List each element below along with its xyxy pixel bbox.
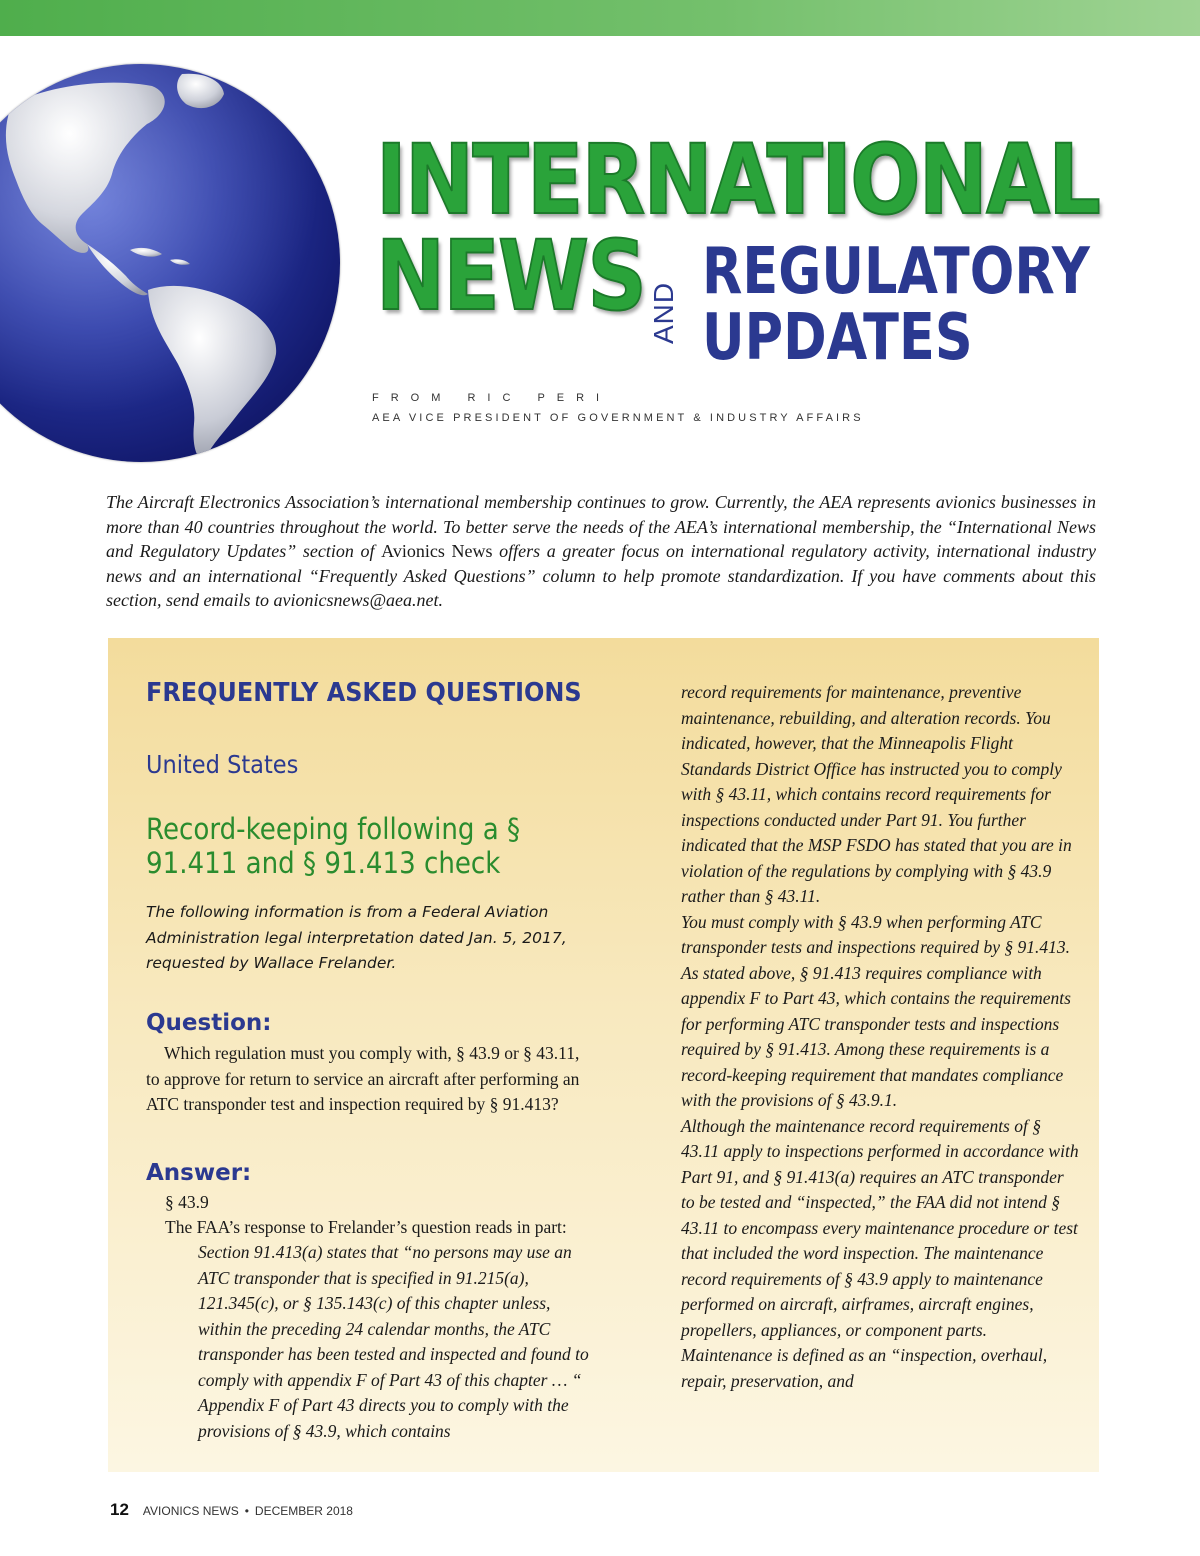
answer-paragraph-2: You must comply with § 43.9 when performing ATC transponder tests and inspections required by § 91.413. As stated above, § 91.413 requires compliance with appendix F to Part 43, which contains the requirements for performing ATC transponder tests and inspections required by § 91.413. Among these requirements is a record-keeping requirement that mandates compliance with the provisions of § 43.9.1. [681, 911, 1071, 1110]
globe-illustration [0, 64, 340, 462]
byline-role: AEA VICE PRESIDENT OF GOVERNMENT & INDUSTRY AFFAIRS [372, 412, 864, 424]
footer-publication: AVIONICS NEWS [142, 1504, 239, 1518]
faq-country: United States [146, 750, 299, 779]
answer-quote: Section 91.413(a) states that “no persons may use an ATC transponder that is specified in 91.215(a), 121.345(c), or § 135.143(c) of this chapter unless, within the preceding 24 calendar months, the ATC transponder has been tested and inspected and found to comply with appendix F of Part 43 of this chapter … “ Appendix F of Part 43 directs you to comply with the provisions of § 43.9, which contains [198, 1242, 589, 1441]
title-news: NEWS [376, 220, 646, 332]
footer-bullet: • [244, 1504, 249, 1518]
answer-reference: § 43.9 [165, 1192, 209, 1212]
faq-heading: FREQUENTLY ASKED QUESTIONS [146, 678, 582, 708]
top-color-bar [0, 0, 1200, 36]
question-text: Which regulation must you comply with, § 43.9 or § 43.11, to approve for return to service an aircraft after performing an ATC transponder test and inspection required by § 91.413? [146, 1043, 580, 1114]
title-international: INTERNATIONAL [376, 124, 1100, 236]
title-updates: UPDATES [702, 301, 973, 375]
title-and: AND [648, 281, 679, 344]
answer-paragraph-3: Although the maintenance record requirements of § 43.11 apply to inspections performed in accordance with Part 91, and § 91.413(a) requires an ATC transponder to be tested and “inspected,” the FAA did not intend § 43.11 to encompass every maintenance procedure or test that included the word inspection. The maintenance record requirements of § 43.9 apply to maintenance performed on aircraft, airframes, aircraft engines, propellers, appliances, or component parts. Maintenance is defined as an “inspection, overhaul, repair, preservation, and [681, 1115, 1079, 1391]
answer-continued-column [681, 680, 1081, 1394]
title-regulatory: REGULATORY [702, 235, 1090, 309]
faq-source-note: The following information is from a Federal Aviation Administration legal interpretation dated Jan. 5, 2017, requested by Wallace Frelander. [146, 903, 567, 972]
question-label: Question: [146, 1010, 272, 1036]
intro-text-2: offers a greater focus on international regulatory activity, international industry news and an international “Frequently Asked Questions” column to help promote standardization. If you have comments about this section, send emails to avionicsnews@aea.net. [106, 541, 1096, 610]
footer-issue: DECEMBER 2018 [254, 1504, 353, 1518]
page-footer [110, 1500, 353, 1520]
page-number: 12 [110, 1500, 129, 1519]
faq-topic-title: Record-keeping following a § 91.411 and § 91.413 check [146, 812, 521, 880]
intro-publication: Avionics News [381, 541, 493, 561]
answer-paragraph-1: record requirements for maintenance, preventive maintenance, rebuilding, and alteration records. You indicated, however, that the Minneapolis Flight Standards District Office has instructed you to comply with § 43.11, which contains record requirements for inspections conducted under Part 91. You further indicated that the MSP FSDO has stated that you are in violation of the regulations by complying with § 43.9 rather than § 43.11. [681, 682, 1072, 906]
answer-label: Answer: [146, 1160, 252, 1186]
answer-lead: The FAA’s response to Frelander’s question reads in part: [165, 1217, 567, 1237]
intro-paragraph [106, 490, 1096, 613]
byline-author: FROM RIC PERI [372, 392, 612, 404]
intro-text-1: The Aircraft Electronics Association’s international membership continues to grow. Currently, the AEA represents avionics businesses in more than 40 countries throughout the world. To better serve the needs of the AEA’s international membership, the “International News and Regulatory Updates” section of [106, 492, 1096, 561]
